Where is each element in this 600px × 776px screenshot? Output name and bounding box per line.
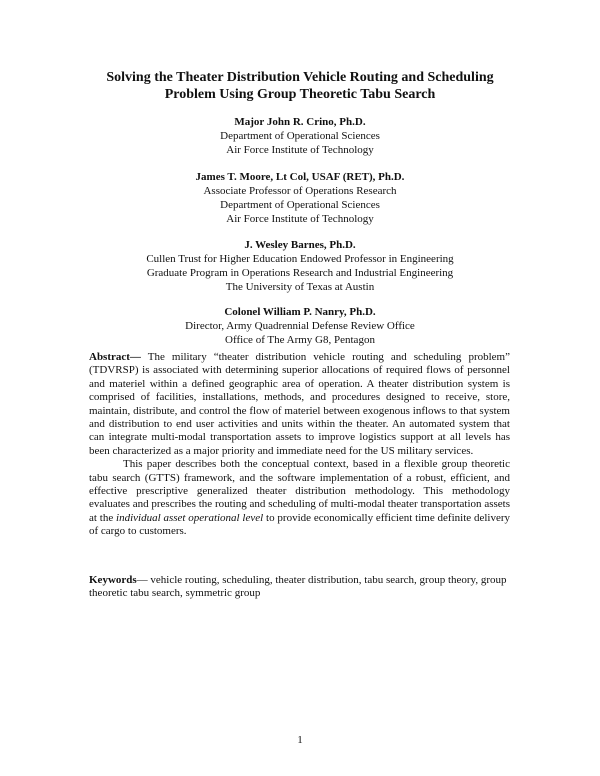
author-affiliation: The University of Texas at Austin [225, 281, 375, 293]
page-number: 1 [297, 734, 303, 746]
title-line-1: Solving the Theater Distribution Vehicle Routing and Scheduling [106, 70, 494, 85]
author-affiliation: Department of Operational Sciences [220, 130, 380, 142]
keywords-label: Keywords [89, 574, 137, 586]
abstract [89, 351, 510, 539]
abstract-text-2a: This paper describes both the conceptual context, based in a flexible group theoretic tabu search (GTTS) framework, and the software implementation of a robust, efficient, and effective prescriptive generalized theater distribution methodology. This methodology evaluates and prescribes the routing and scheduling of multi-modal theater transportation assets at the [89, 458, 510, 524]
author-affiliation: Department of Operational Sciences [220, 199, 380, 211]
author-affiliation: Cullen Trust for Higher Education Endowed Professor in Engineering [146, 253, 454, 265]
author-name: Major John R. Crino, Ph.D. [234, 116, 366, 128]
author-affiliation: Director, Army Quadrennial Defense Review Office [185, 320, 415, 332]
author-3 [0, 238, 600, 294]
author-name: Colonel William P. Nanry, Ph.D. [224, 306, 376, 318]
keywords-text: — vehicle routing, scheduling, theater distribution, tabu search, group theory, group theoretic tabu search, symmetric group [89, 574, 507, 600]
author-affiliation: Air Force Institute of Technology [226, 213, 374, 225]
author-4 [0, 305, 600, 347]
abstract-text-1: The military “theater distribution vehicle routing and scheduling problem” (TDVRSP) is associated with determining superior allocations of required flows of personnel and materiel within a defined geographic area of operation. A theater distribution system is comprised of facilities, installations, methods, and procedures designed to receive, store, maintain, distribute, and control the flow of materiel between exogenous inflows to that system and distribution to end user activities and units within the theater. An automated system that can integrate multi-modal transportation assets to improve logistics support at all levels has been characterized as a major priority and immediate need for the US military services. [89, 351, 510, 457]
abstract-text-2b: to provide economically efficient time definite delivery of cargo to customers. [89, 511, 510, 538]
author-affiliation: Office of The Army G8, Pentagon [225, 334, 375, 346]
author-name: J. Wesley Barnes, Ph.D. [244, 239, 356, 251]
keywords [89, 574, 510, 601]
author-affiliation: Air Force Institute of Technology [226, 144, 374, 156]
author-1 [0, 115, 600, 157]
abstract-emphasis: individual asset operational level [116, 511, 264, 524]
abstract-paragraph-1 [89, 351, 510, 458]
author-2 [0, 170, 600, 226]
abstract-paragraph-2 [89, 458, 510, 538]
paper-title [0, 69, 600, 103]
abstract-label: Abstract— [89, 351, 141, 363]
author-affiliation: Associate Professor of Operations Research [203, 185, 397, 197]
author-affiliation: Graduate Program in Operations Research and Industrial Engineering [146, 267, 454, 279]
author-name: James T. Moore, Lt Col, USAF (RET), Ph.D. [195, 171, 405, 183]
title-line-2: Problem Using Group Theoretic Tabu Search [164, 87, 436, 102]
